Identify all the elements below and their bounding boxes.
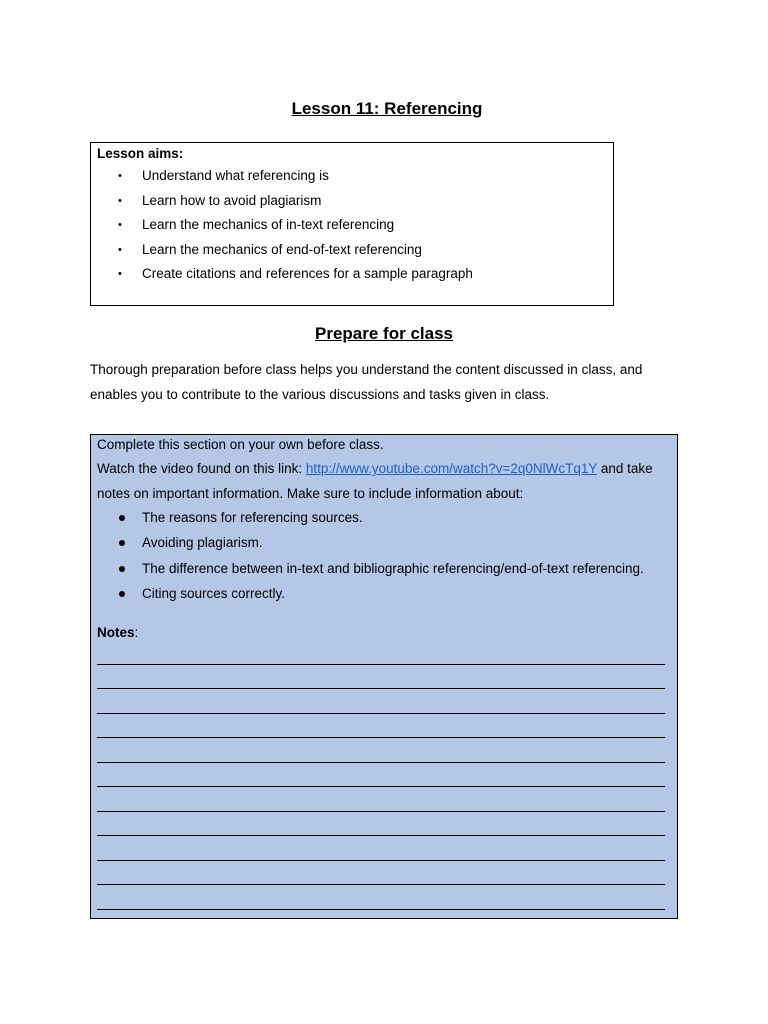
lesson-aim-item: [91, 190, 473, 215]
lesson-aim-text: Learn how to avoid plagiarism: [142, 192, 322, 208]
bullet-icon: [119, 591, 125, 597]
lesson-aim-item: [91, 165, 473, 190]
page-title: Lesson 11: Referencing: [291, 99, 483, 118]
lesson-aims-heading: Lesson aims:: [97, 146, 184, 161]
watch-prefix: Watch the video found on this link:: [97, 461, 306, 476]
lesson-aims-box: [90, 142, 614, 306]
note-writing-line[interactable]: [97, 860, 665, 861]
lesson-aim-text: Create citations and references for a sample paragraph: [142, 266, 473, 282]
prep-topic-text: The difference between in-text and bibliographic referencing/end-of-text referencing.: [142, 560, 644, 576]
notes-colon: :: [134, 625, 139, 640]
lesson-aim-item: [91, 214, 473, 239]
prep-topic-item: [91, 534, 644, 559]
prep-topic-list: [91, 509, 644, 610]
note-writing-line[interactable]: [97, 786, 665, 787]
notes-label-text: Notes: [97, 625, 135, 640]
watch-suffix: and take: [597, 461, 653, 476]
note-writing-line[interactable]: [97, 835, 665, 836]
note-writing-line[interactable]: [97, 909, 665, 910]
preparation-box: [90, 434, 678, 919]
prep-topic-text: Citing sources correctly.: [142, 585, 286, 601]
bullet-icon: [119, 566, 125, 572]
note-writing-line[interactable]: [97, 664, 665, 665]
lesson-aim-item: [91, 263, 473, 288]
lesson-aim-text: Learn the mechanics of end-of-text referencing: [142, 241, 422, 257]
prepare-intro-line-1: Thorough preparation before class helps you understand the content discussed in class, and: [90, 362, 643, 377]
prep-topic-item: [91, 585, 644, 610]
note-writing-line[interactable]: [97, 688, 665, 689]
bullet-icon: [119, 515, 125, 521]
watch-video-line: [97, 460, 653, 477]
note-writing-line[interactable]: [97, 884, 665, 885]
bullet-icon: •: [118, 219, 122, 232]
note-writing-line[interactable]: [97, 713, 665, 714]
bullet-icon: •: [118, 268, 122, 281]
lesson-aim-item: [91, 239, 473, 264]
prep-topic-item: [91, 560, 644, 585]
prep-topic-item: [91, 509, 644, 534]
bullet-icon: [119, 540, 125, 546]
lesson-aim-text: Learn the mechanics of in-text referencing: [142, 217, 395, 233]
bullet-icon: •: [118, 170, 122, 182]
note-writing-line[interactable]: [97, 811, 665, 812]
prepare-intro: [90, 358, 680, 407]
notes-intro: notes on important information. Make sure to include information about:: [97, 486, 524, 501]
lesson-aims-list: [91, 165, 473, 288]
prep-topic-text: The reasons for referencing sources.: [142, 510, 363, 525]
video-link[interactable]: http://www.youtube.com/watch?v=2q0NlWcTq1Y: [305, 461, 598, 476]
lesson-aim-text: Understand what referencing is: [142, 168, 329, 183]
bullet-icon: •: [118, 243, 122, 256]
prepare-intro-line-2: enables you to contribute to the various discussions and tasks given in class.: [90, 386, 550, 402]
prep-topic-text: Avoiding plagiarism.: [142, 535, 263, 551]
bullet-icon: •: [118, 194, 122, 207]
prepare-heading: Prepare for class: [315, 324, 453, 343]
note-writing-line[interactable]: [97, 762, 665, 763]
notes-label: [97, 624, 138, 641]
note-writing-line[interactable]: [97, 737, 665, 738]
prep-instruction: Complete this section on your own before class.: [97, 437, 384, 452]
